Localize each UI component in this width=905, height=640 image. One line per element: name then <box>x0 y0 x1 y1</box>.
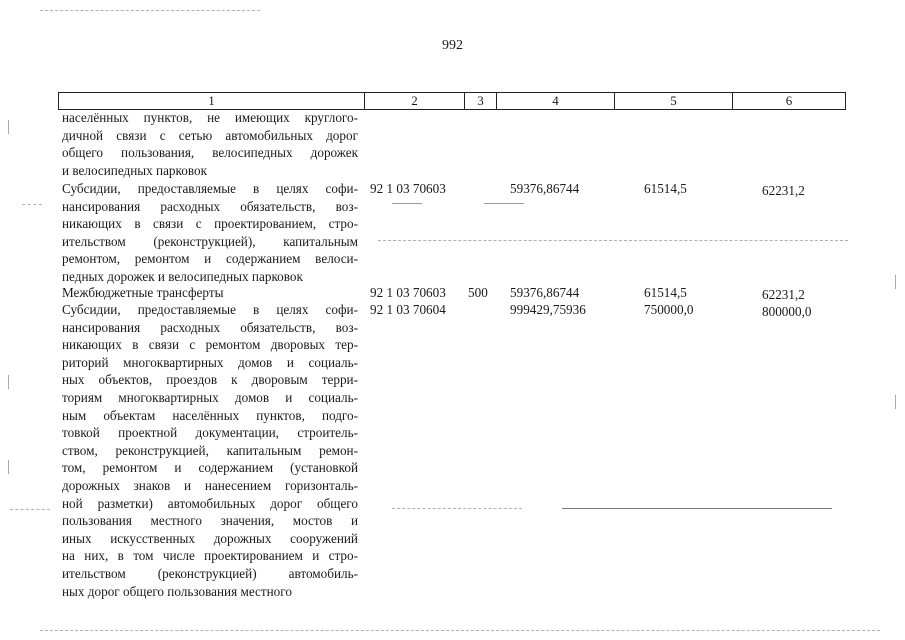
scan-artifact <box>484 203 524 204</box>
scan-artifact <box>8 375 9 389</box>
header-col-1: 1 <box>59 93 365 109</box>
description-line: никающих в связи с ремонтом дворовых тер- <box>62 337 358 353</box>
row-description <box>62 284 358 302</box>
row-description <box>62 180 358 286</box>
scan-artifact <box>562 508 832 509</box>
description-line: ториям многоквартирных домов и социаль- <box>62 389 358 405</box>
description-line: ством, реконструкцией, капитальным ремон- <box>62 442 358 458</box>
scan-artifact <box>40 630 880 632</box>
header-col-5: 5 <box>615 93 733 109</box>
scan-artifact <box>8 460 9 474</box>
description-line: ремонтом, ремонтом и содержанием велоси- <box>62 251 358 267</box>
description-line: Субсидии, предоставляемые в целях софи- <box>62 181 358 196</box>
row-amount-col4: 59376,86744 <box>510 285 580 300</box>
header-col-2: 2 <box>365 93 465 109</box>
description-line: ительством (реконструкцией) автомобиль- <box>62 565 358 581</box>
page-number: 992 <box>442 38 463 53</box>
description-line: ной разметки) автомобильных дорог общего <box>62 495 358 511</box>
header-col-3: 3 <box>465 93 497 109</box>
description-line: нансирования расходных обязательств, воз- <box>62 319 358 335</box>
scan-artifact <box>22 204 42 206</box>
description-line: иных искусственных дорожных сооружений <box>62 530 358 546</box>
description-line: на них, в том числе проектированием и стро- <box>62 548 358 564</box>
row-amount-col6: 62231,2 <box>762 183 805 198</box>
scan-artifact <box>8 120 9 134</box>
row-amount-col6: 800000,0 <box>762 304 812 319</box>
row-amount-col4: 59376,86744 <box>510 181 580 196</box>
scan-artifact <box>10 509 50 511</box>
description-line: ительством (реконструкцией), капитальным <box>62 233 358 249</box>
scan-artifact <box>392 508 522 510</box>
description-line: риторий многоквартирных домов и социаль- <box>62 354 358 370</box>
description-line: педных дорожек и велосипедных парковок <box>62 268 303 284</box>
description-line: дорожных знаков и нанесением горизонталь- <box>62 477 358 493</box>
description-line: и велосипедных парковок <box>62 162 207 178</box>
row-code: 92 1 03 70603 <box>370 285 446 300</box>
description-line: общего пользования, велосипедных дорожек <box>62 145 358 161</box>
row-amount-col5: 750000,0 <box>644 302 694 317</box>
description-line: никающих в связи с проектированием, стро- <box>62 216 358 232</box>
header-col-4: 4 <box>497 93 615 109</box>
scan-artifact <box>40 10 260 12</box>
description-line: Межбюджетные трансферты <box>62 285 224 300</box>
description-line: ных дорог общего пользования местного <box>62 583 292 599</box>
description-line: Субсидии, предоставляемые в целях софи- <box>62 302 358 317</box>
description-line: пользования местного значения, мостов и <box>62 513 358 529</box>
description-line: нансирования расходных обязательств, воз- <box>62 198 358 214</box>
row-code: 92 1 03 70604 <box>370 302 446 317</box>
scan-artifact <box>392 203 422 204</box>
scan-artifact <box>378 240 848 242</box>
row-amount-col5: 61514,5 <box>644 285 687 300</box>
description-line: ных объектов, проездов к дворовым терри- <box>62 372 358 388</box>
scan-artifact <box>895 395 896 409</box>
table-header <box>58 92 846 110</box>
header-col-6: 6 <box>785 93 793 108</box>
row-description <box>62 301 358 600</box>
description-line: товкой проектной документации, строитель- <box>62 425 358 441</box>
row-code: 92 1 03 70603 <box>370 181 446 196</box>
description-line: дичной связи с сетью автомобильных дорог <box>62 127 358 143</box>
row-amount-col4: 999429,75936 <box>510 302 586 317</box>
row-description <box>62 109 358 179</box>
row-amount-col6: 62231,2 <box>762 287 805 302</box>
description-line: ным объектам населённых пунктов, подго- <box>62 407 358 423</box>
description-line: населённых пунктов, не имеющих круглого- <box>62 110 358 125</box>
scan-artifact <box>895 275 896 289</box>
row-amount-col5: 61514,5 <box>644 181 687 196</box>
row-type: 500 <box>468 285 488 300</box>
description-line: том, ремонтом и содержанием (установкой <box>62 460 358 476</box>
